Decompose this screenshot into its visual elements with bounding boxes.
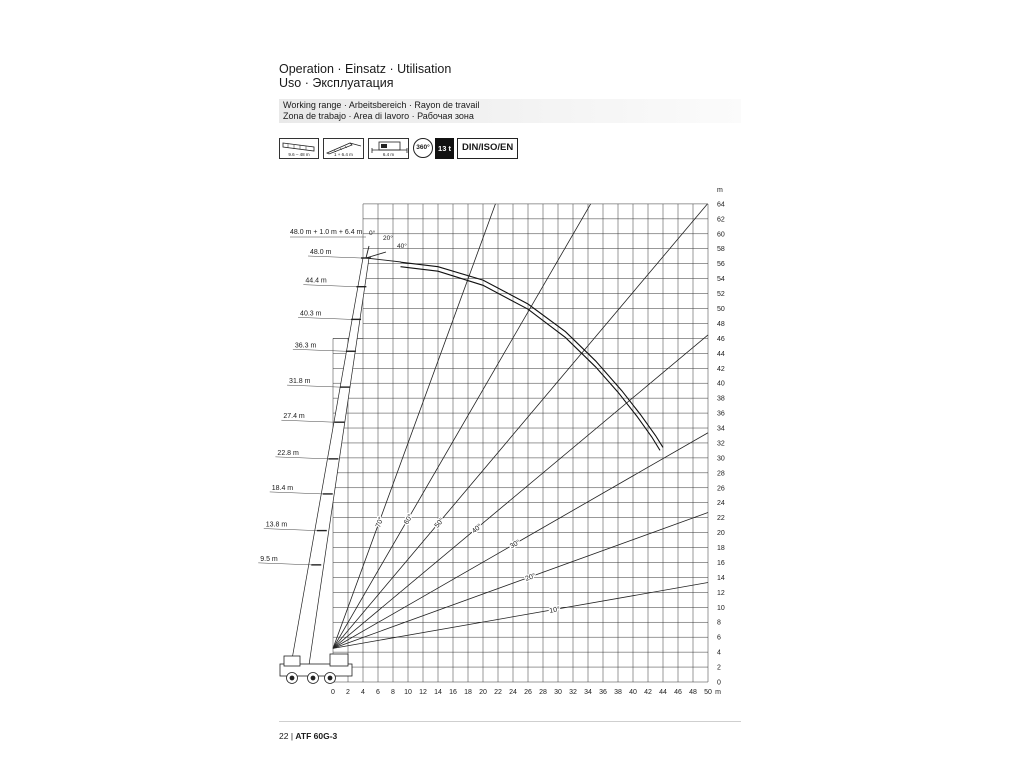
y-tick-label: 2 [717, 664, 721, 672]
boom-length-label: 36.3 m [294, 342, 317, 350]
angle-ray-40 [333, 335, 708, 648]
boom-caption: 9.6 – 48 m [288, 152, 310, 157]
boom-length-leader [293, 349, 346, 351]
y-tick-label: 48 [717, 320, 725, 328]
x-tick-label: 42 [644, 689, 652, 696]
boom-length-leader [298, 317, 351, 319]
angle-rays [333, 204, 708, 648]
x-tick-label: 20 [479, 689, 487, 696]
subtitle-line-2: Zona de trabajo · Area di lavoro · Рабочая зона [283, 111, 474, 121]
boom-length-leader [287, 385, 340, 387]
jib-variants [366, 246, 401, 262]
y-tick-label: 8 [717, 619, 721, 627]
y-axis-unit: m [717, 186, 723, 194]
y-tick-label: 0 [717, 679, 721, 687]
y-tick-label: 58 [717, 246, 725, 254]
x-tick-label: 44 [659, 689, 667, 696]
jib-offset-label-0: 0° [369, 230, 376, 237]
boom-length-label: 31.8 m [289, 378, 311, 386]
crane-carrier [280, 654, 352, 684]
x-axis-unit: m [715, 689, 721, 696]
y-tick-label: 6 [717, 634, 721, 642]
y-tick-label: 28 [717, 470, 725, 478]
jib-caption: 1 + 6.4 m [334, 152, 353, 157]
y-tick-label: 36 [717, 410, 725, 418]
x-tick-label: 4 [361, 689, 365, 696]
footer-separator: | [288, 731, 296, 741]
title-line-2: Uso · Эксплуатация [279, 76, 394, 90]
y-tick-label: 12 [717, 589, 725, 597]
carrier-hub [290, 676, 294, 680]
angle-ray-30 [333, 433, 708, 649]
y-tick-label: 10 [717, 604, 725, 612]
angle-label-40: 40° [470, 522, 484, 536]
boom-length-label: 27.4 m [283, 413, 305, 421]
y-tick-label: 16 [717, 559, 725, 567]
x-tick-label: 8 [391, 689, 395, 696]
y-tick-label: 4 [717, 649, 721, 657]
page-footer [279, 731, 337, 741]
x-tick-label: 24 [509, 689, 517, 696]
angle-label-70: 70° [375, 516, 386, 529]
angle-ray-60 [333, 204, 591, 648]
boom-length-label: 22.8 m [277, 449, 299, 457]
carrier-hub [311, 676, 315, 680]
x-tick-label: 6 [376, 689, 380, 696]
subtitle-line-1: Working range · Arbeitsbereich · Rayon de travail [283, 100, 480, 110]
envelope-inner [401, 267, 661, 451]
jib-offset-label-20: 20° [383, 235, 393, 242]
y-tick-label: 56 [717, 261, 725, 269]
x-tick-label: 28 [539, 689, 547, 696]
y-tick-label: 30 [717, 455, 725, 463]
outrigger-caption: 6.4 m [382, 152, 395, 157]
x-tick-label: 50 [704, 689, 712, 696]
jib-offset-label-40: 40° [397, 243, 407, 250]
x-tick-label: 46 [674, 689, 682, 696]
angle-ray-50 [333, 204, 707, 648]
boom-length-leader [308, 256, 361, 258]
boom-length-label: 9.5 m [260, 555, 278, 563]
y-tick-label: 34 [717, 425, 725, 433]
y-tick-label: 20 [717, 530, 725, 538]
y-tick-label: 26 [717, 485, 725, 493]
boom-length-label: 18.4 m [271, 484, 294, 492]
x-tick-label: 38 [614, 689, 622, 696]
angle-label-30: 30° [509, 539, 522, 551]
x-tick-label: 32 [569, 689, 577, 696]
boom-length-leader [275, 457, 328, 459]
x-tick-label: 12 [419, 689, 427, 696]
angle-label-60: 60° [403, 513, 415, 526]
angle-label-10: 10° [548, 606, 561, 615]
x-tick-label: 2 [346, 689, 350, 696]
boom-length-label: 40.3 m [300, 310, 322, 318]
jib-40deg [366, 258, 401, 262]
y-tick-label: 54 [717, 276, 725, 284]
y-tick-label: 50 [717, 306, 725, 313]
y-tick-label: 24 [717, 500, 725, 508]
x-tick-label: 14 [434, 689, 442, 696]
y-tick-label: 38 [717, 395, 725, 403]
footer-divider [279, 721, 741, 722]
page-number: 22 [279, 731, 289, 741]
y-tick-label: 18 [717, 545, 725, 553]
y-tick-label: 22 [717, 515, 725, 523]
carrier-superstructure [330, 654, 348, 666]
boom-length-label: 13.8 m [265, 521, 288, 529]
boom-length-leader [303, 285, 356, 287]
grid-lines [333, 204, 708, 682]
model-name: ATF 60G-3 [295, 731, 338, 741]
y-tick-label: 60 [717, 231, 725, 239]
boom-length-leader [281, 420, 334, 422]
counterweight-badge: 13 t [435, 138, 454, 159]
boom-length-leader [270, 492, 323, 494]
boom-length-leader [264, 529, 317, 531]
rotation-360-icon: 360° [413, 138, 433, 158]
x-tick-label: 16 [449, 689, 457, 696]
x-tick-label: 0 [331, 689, 335, 696]
y-tick-label: 46 [717, 335, 725, 343]
boom-length-label: 48.0 m [310, 249, 332, 256]
x-tick-label: 22 [494, 689, 502, 696]
carrier-cab [284, 656, 300, 666]
y-tick-label: 62 [717, 216, 725, 224]
x-tick-label: 10 [404, 689, 412, 696]
angle-ray-70 [333, 204, 495, 648]
y-tick-label: 42 [717, 365, 725, 373]
angle-label-50: 50° [433, 516, 446, 530]
x-tick-label: 48 [689, 689, 697, 696]
y-tick-label: 14 [717, 574, 725, 582]
x-tick-label: 34 [584, 689, 592, 696]
x-tick-label: 30 [554, 689, 562, 696]
y-tick-label: 32 [717, 440, 725, 448]
x-tick-label: 18 [464, 689, 472, 696]
jib-0deg [366, 246, 369, 258]
y-tick-label: 64 [717, 201, 725, 209]
boom-length-leader [258, 563, 311, 565]
standard-badge: DIN/ISO/EN [457, 138, 518, 159]
boom-length-label: 44.4 m [305, 277, 327, 285]
x-tick-label: 36 [599, 689, 607, 696]
x-tick-label: 26 [524, 689, 532, 696]
angle-label-20: 20° [524, 572, 537, 583]
title-line-1: Operation · Einsatz · Utilisation [279, 62, 452, 76]
y-tick-label: 44 [717, 350, 725, 358]
jib-20deg [366, 252, 386, 258]
y-tick-label: 52 [717, 291, 725, 299]
carrier-hub [328, 676, 332, 680]
x-tick-label: 40 [629, 689, 637, 696]
jib-config-label: 48.0 m + 1.0 m + 6.4 m [290, 229, 363, 236]
y-tick-label: 40 [717, 380, 725, 388]
